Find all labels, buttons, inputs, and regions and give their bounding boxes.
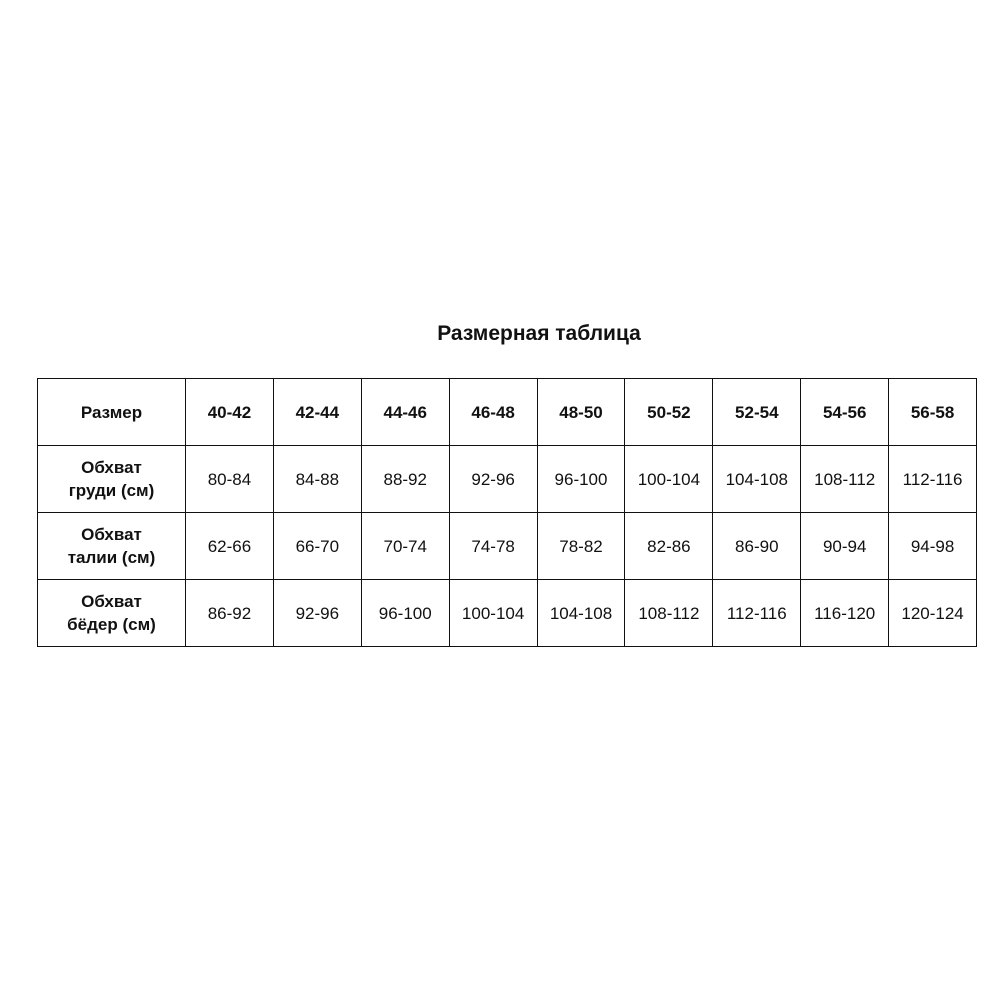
row-label-line1: Обхват <box>81 592 142 611</box>
row-label-line1: Обхват <box>81 525 142 544</box>
table-row-hips <box>38 580 977 647</box>
header-size: 44-46 <box>361 379 449 446</box>
row-label-hips <box>38 580 186 647</box>
table-row-chest <box>38 446 977 513</box>
table-cell: 112-116 <box>889 446 977 513</box>
table-cell: 112-116 <box>713 580 801 647</box>
header-size: 46-48 <box>449 379 537 446</box>
table-cell: 108-112 <box>801 446 889 513</box>
table-cell: 80-84 <box>186 446 274 513</box>
table-cell: 104-108 <box>713 446 801 513</box>
table-cell: 84-88 <box>273 446 361 513</box>
table-header-row <box>38 379 977 446</box>
page-title: Размерная таблица <box>437 322 641 345</box>
table-cell: 86-90 <box>713 513 801 580</box>
header-size: 40-42 <box>186 379 274 446</box>
header-size: 54-56 <box>801 379 889 446</box>
header-size: 56-58 <box>889 379 977 446</box>
table-cell: 100-104 <box>449 580 537 647</box>
table-cell: 86-92 <box>186 580 274 647</box>
header-size: 50-52 <box>625 379 713 446</box>
table-cell: 100-104 <box>625 446 713 513</box>
row-label-line2: груди (см) <box>68 481 155 500</box>
table-cell: 78-82 <box>537 513 625 580</box>
table-cell: 92-96 <box>273 580 361 647</box>
table-row-waist <box>38 513 977 580</box>
table-cell: 88-92 <box>361 446 449 513</box>
table-cell: 120-124 <box>889 580 977 647</box>
row-label-line2: бёдер (см) <box>67 615 156 634</box>
header-size: 48-50 <box>537 379 625 446</box>
table-cell: 66-70 <box>273 513 361 580</box>
table-cell: 74-78 <box>449 513 537 580</box>
table-cell: 104-108 <box>537 580 625 647</box>
table-cell: 62-66 <box>186 513 274 580</box>
table-cell: 108-112 <box>625 580 713 647</box>
table-cell: 96-100 <box>361 580 449 647</box>
header-label-size: Размер <box>38 379 186 446</box>
table-cell: 96-100 <box>537 446 625 513</box>
row-label-line2: талии (см) <box>67 548 156 567</box>
header-size: 42-44 <box>273 379 361 446</box>
table-cell: 94-98 <box>889 513 977 580</box>
row-label-chest <box>38 446 186 513</box>
table-cell: 82-86 <box>625 513 713 580</box>
size-chart-table <box>37 378 977 647</box>
table-cell: 116-120 <box>801 580 889 647</box>
row-label-waist <box>38 513 186 580</box>
header-size: 52-54 <box>713 379 801 446</box>
row-label-line1: Обхват <box>81 458 142 477</box>
table-cell: 70-74 <box>361 513 449 580</box>
table-cell: 92-96 <box>449 446 537 513</box>
table-cell: 90-94 <box>801 513 889 580</box>
